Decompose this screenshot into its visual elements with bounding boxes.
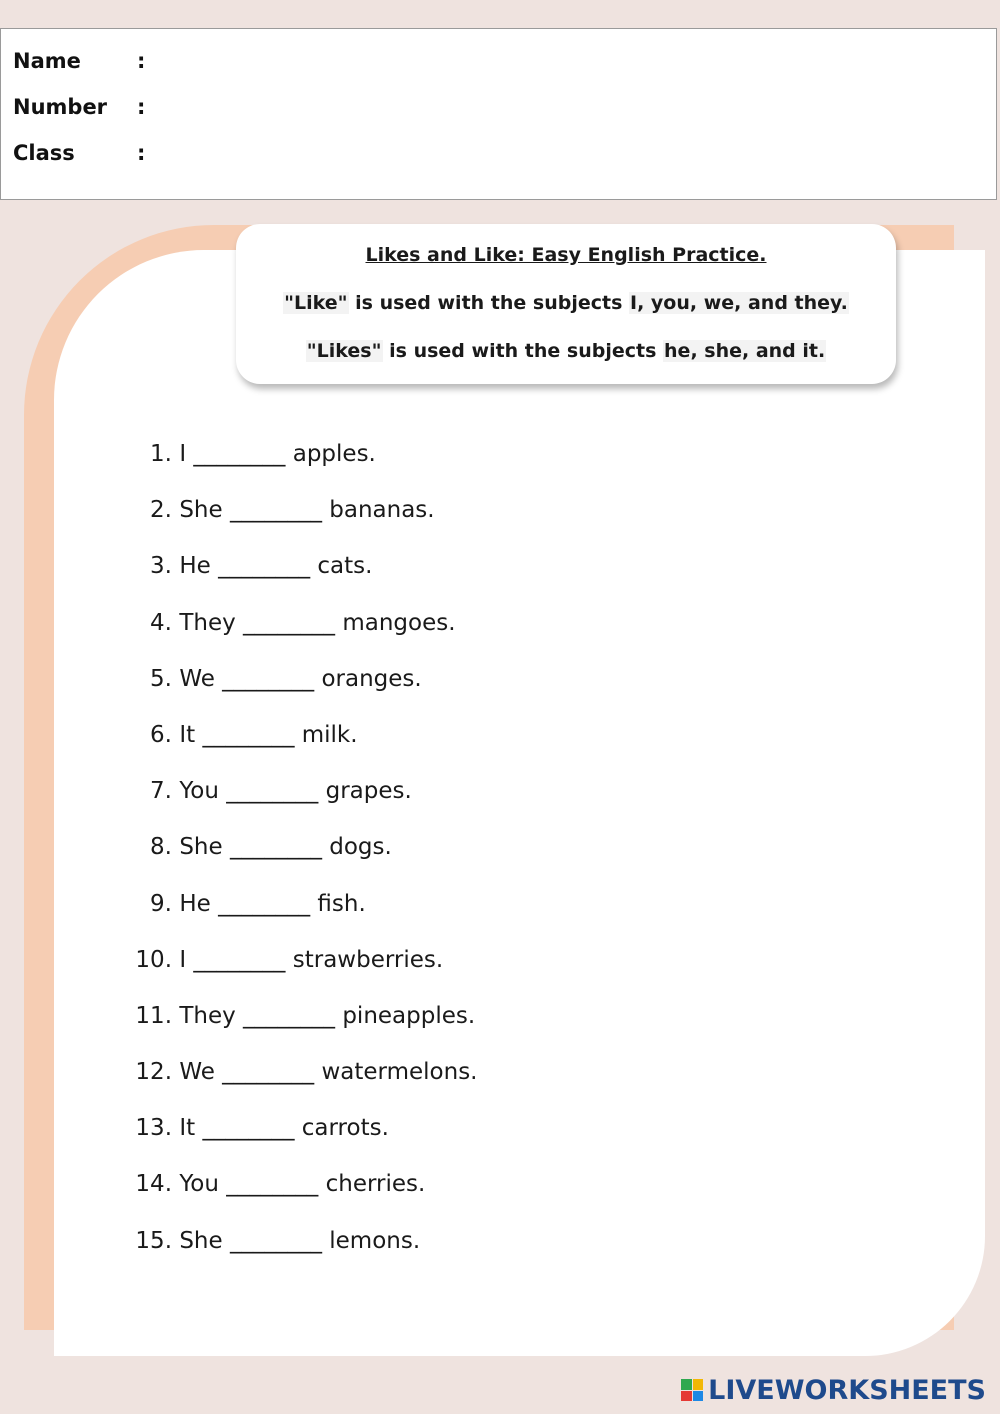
rule-like <box>236 292 896 314</box>
question-subject: She <box>179 497 223 524</box>
rules-card <box>236 224 896 384</box>
question-item <box>134 661 834 717</box>
number-label: Number <box>13 95 108 119</box>
question-number: 12. <box>135 1059 172 1086</box>
question-item <box>134 998 834 1054</box>
answer-blank[interactable]: ________ <box>218 890 311 917</box>
question-number: 14. <box>135 1171 172 1198</box>
answer-blank[interactable]: ________ <box>202 1115 295 1142</box>
name-colon: : <box>137 49 146 73</box>
class-field[interactable] <box>13 141 145 171</box>
liveworksheets-logo-icon <box>681 1379 703 1401</box>
number-field[interactable] <box>13 95 145 125</box>
question-item <box>134 436 834 492</box>
question-subject: I <box>179 946 187 973</box>
question-item <box>134 548 834 604</box>
answer-blank[interactable]: ________ <box>243 609 336 636</box>
question-subject: She <box>179 834 223 861</box>
question-subject: You <box>179 1171 219 1198</box>
rule-like-word: "Like" <box>284 292 348 314</box>
question-item <box>134 829 834 885</box>
question-subject: They <box>179 1002 236 1029</box>
question-number: 5. <box>150 665 172 692</box>
question-number: 1. <box>150 441 172 467</box>
question-object: bananas. <box>329 497 435 524</box>
question-object: strawberries. <box>292 946 444 973</box>
question-object: apples. <box>292 441 376 467</box>
liveworksheets-brand[interactable] <box>681 1372 986 1408</box>
question-object: carrots. <box>301 1115 389 1142</box>
question-number: 2. <box>150 497 172 524</box>
question-subject: He <box>179 553 211 580</box>
question-number: 11. <box>135 1002 172 1029</box>
question-number: 13. <box>135 1115 172 1142</box>
question-item <box>134 492 834 548</box>
question-item <box>134 773 834 829</box>
question-number: 6. <box>150 721 172 748</box>
answer-blank[interactable]: ________ <box>222 665 315 692</box>
question-item <box>134 1054 834 1110</box>
question-subject: I <box>179 441 187 467</box>
question-item <box>134 942 834 998</box>
student-info-box <box>0 28 997 200</box>
question-object: milk. <box>301 721 358 748</box>
question-item <box>134 1166 834 1222</box>
question-object: dogs. <box>329 834 392 861</box>
answer-blank[interactable]: ________ <box>229 1227 322 1254</box>
question-subject: He <box>179 890 211 917</box>
question-item <box>134 717 834 773</box>
question-number: 10. <box>135 946 172 973</box>
number-colon: : <box>137 95 146 119</box>
question-subject: We <box>179 665 215 692</box>
question-object: mangoes. <box>342 609 456 636</box>
question-object: cherries. <box>325 1171 426 1198</box>
question-object: pineapples. <box>342 1002 476 1029</box>
class-label: Class <box>13 141 75 165</box>
name-field[interactable] <box>13 49 145 79</box>
answer-blank[interactable]: ________ <box>193 946 286 973</box>
question-subject: They <box>179 609 236 636</box>
question-number: 3. <box>150 553 172 580</box>
answer-blank[interactable]: ________ <box>226 1171 319 1198</box>
question-item <box>134 1110 834 1166</box>
class-colon: : <box>137 141 146 165</box>
question-number: 9. <box>150 890 172 917</box>
answer-blank[interactable]: ________ <box>193 441 286 467</box>
answer-blank[interactable]: ________ <box>202 721 295 748</box>
rule-likes-word: "Likes" <box>306 340 382 362</box>
question-object: cats. <box>317 553 373 580</box>
question-item <box>134 605 834 661</box>
rule-like-middle: is used with the subjects <box>348 292 630 314</box>
answer-blank[interactable]: ________ <box>222 1059 315 1086</box>
answer-blank[interactable]: ________ <box>243 1002 336 1029</box>
question-object: lemons. <box>329 1227 421 1254</box>
answer-blank[interactable]: ________ <box>226 778 319 805</box>
question-object: grapes. <box>325 778 412 805</box>
question-item <box>134 1223 834 1279</box>
rule-likes-middle: is used with the subjects <box>382 340 664 362</box>
rule-likes-subjects: he, she, and it. <box>664 340 826 362</box>
question-number: 4. <box>150 609 172 636</box>
question-object: fish. <box>317 890 366 917</box>
question-subject: It <box>179 1115 196 1142</box>
question-number: 7. <box>150 778 172 805</box>
rule-likes <box>236 340 896 362</box>
rules-title: Likes and Like: Easy English Practice. <box>365 244 767 266</box>
question-item <box>134 886 834 942</box>
answer-blank[interactable]: ________ <box>229 834 322 861</box>
rule-like-subjects: I, you, we, and they. <box>630 292 848 314</box>
question-object: oranges. <box>321 665 422 692</box>
question-number: 8. <box>150 834 172 861</box>
question-object: watermelons. <box>321 1059 478 1086</box>
answer-blank[interactable]: ________ <box>218 553 311 580</box>
question-subject: You <box>179 778 219 805</box>
question-number: 15. <box>135 1227 172 1254</box>
question-subject: It <box>179 721 196 748</box>
question-list <box>134 436 834 1279</box>
question-subject: We <box>179 1059 215 1086</box>
question-subject: She <box>179 1227 223 1254</box>
name-label: Name <box>13 49 81 73</box>
brand-name: LIVEWORKSHEETS <box>708 1374 986 1406</box>
answer-blank[interactable]: ________ <box>229 497 322 524</box>
